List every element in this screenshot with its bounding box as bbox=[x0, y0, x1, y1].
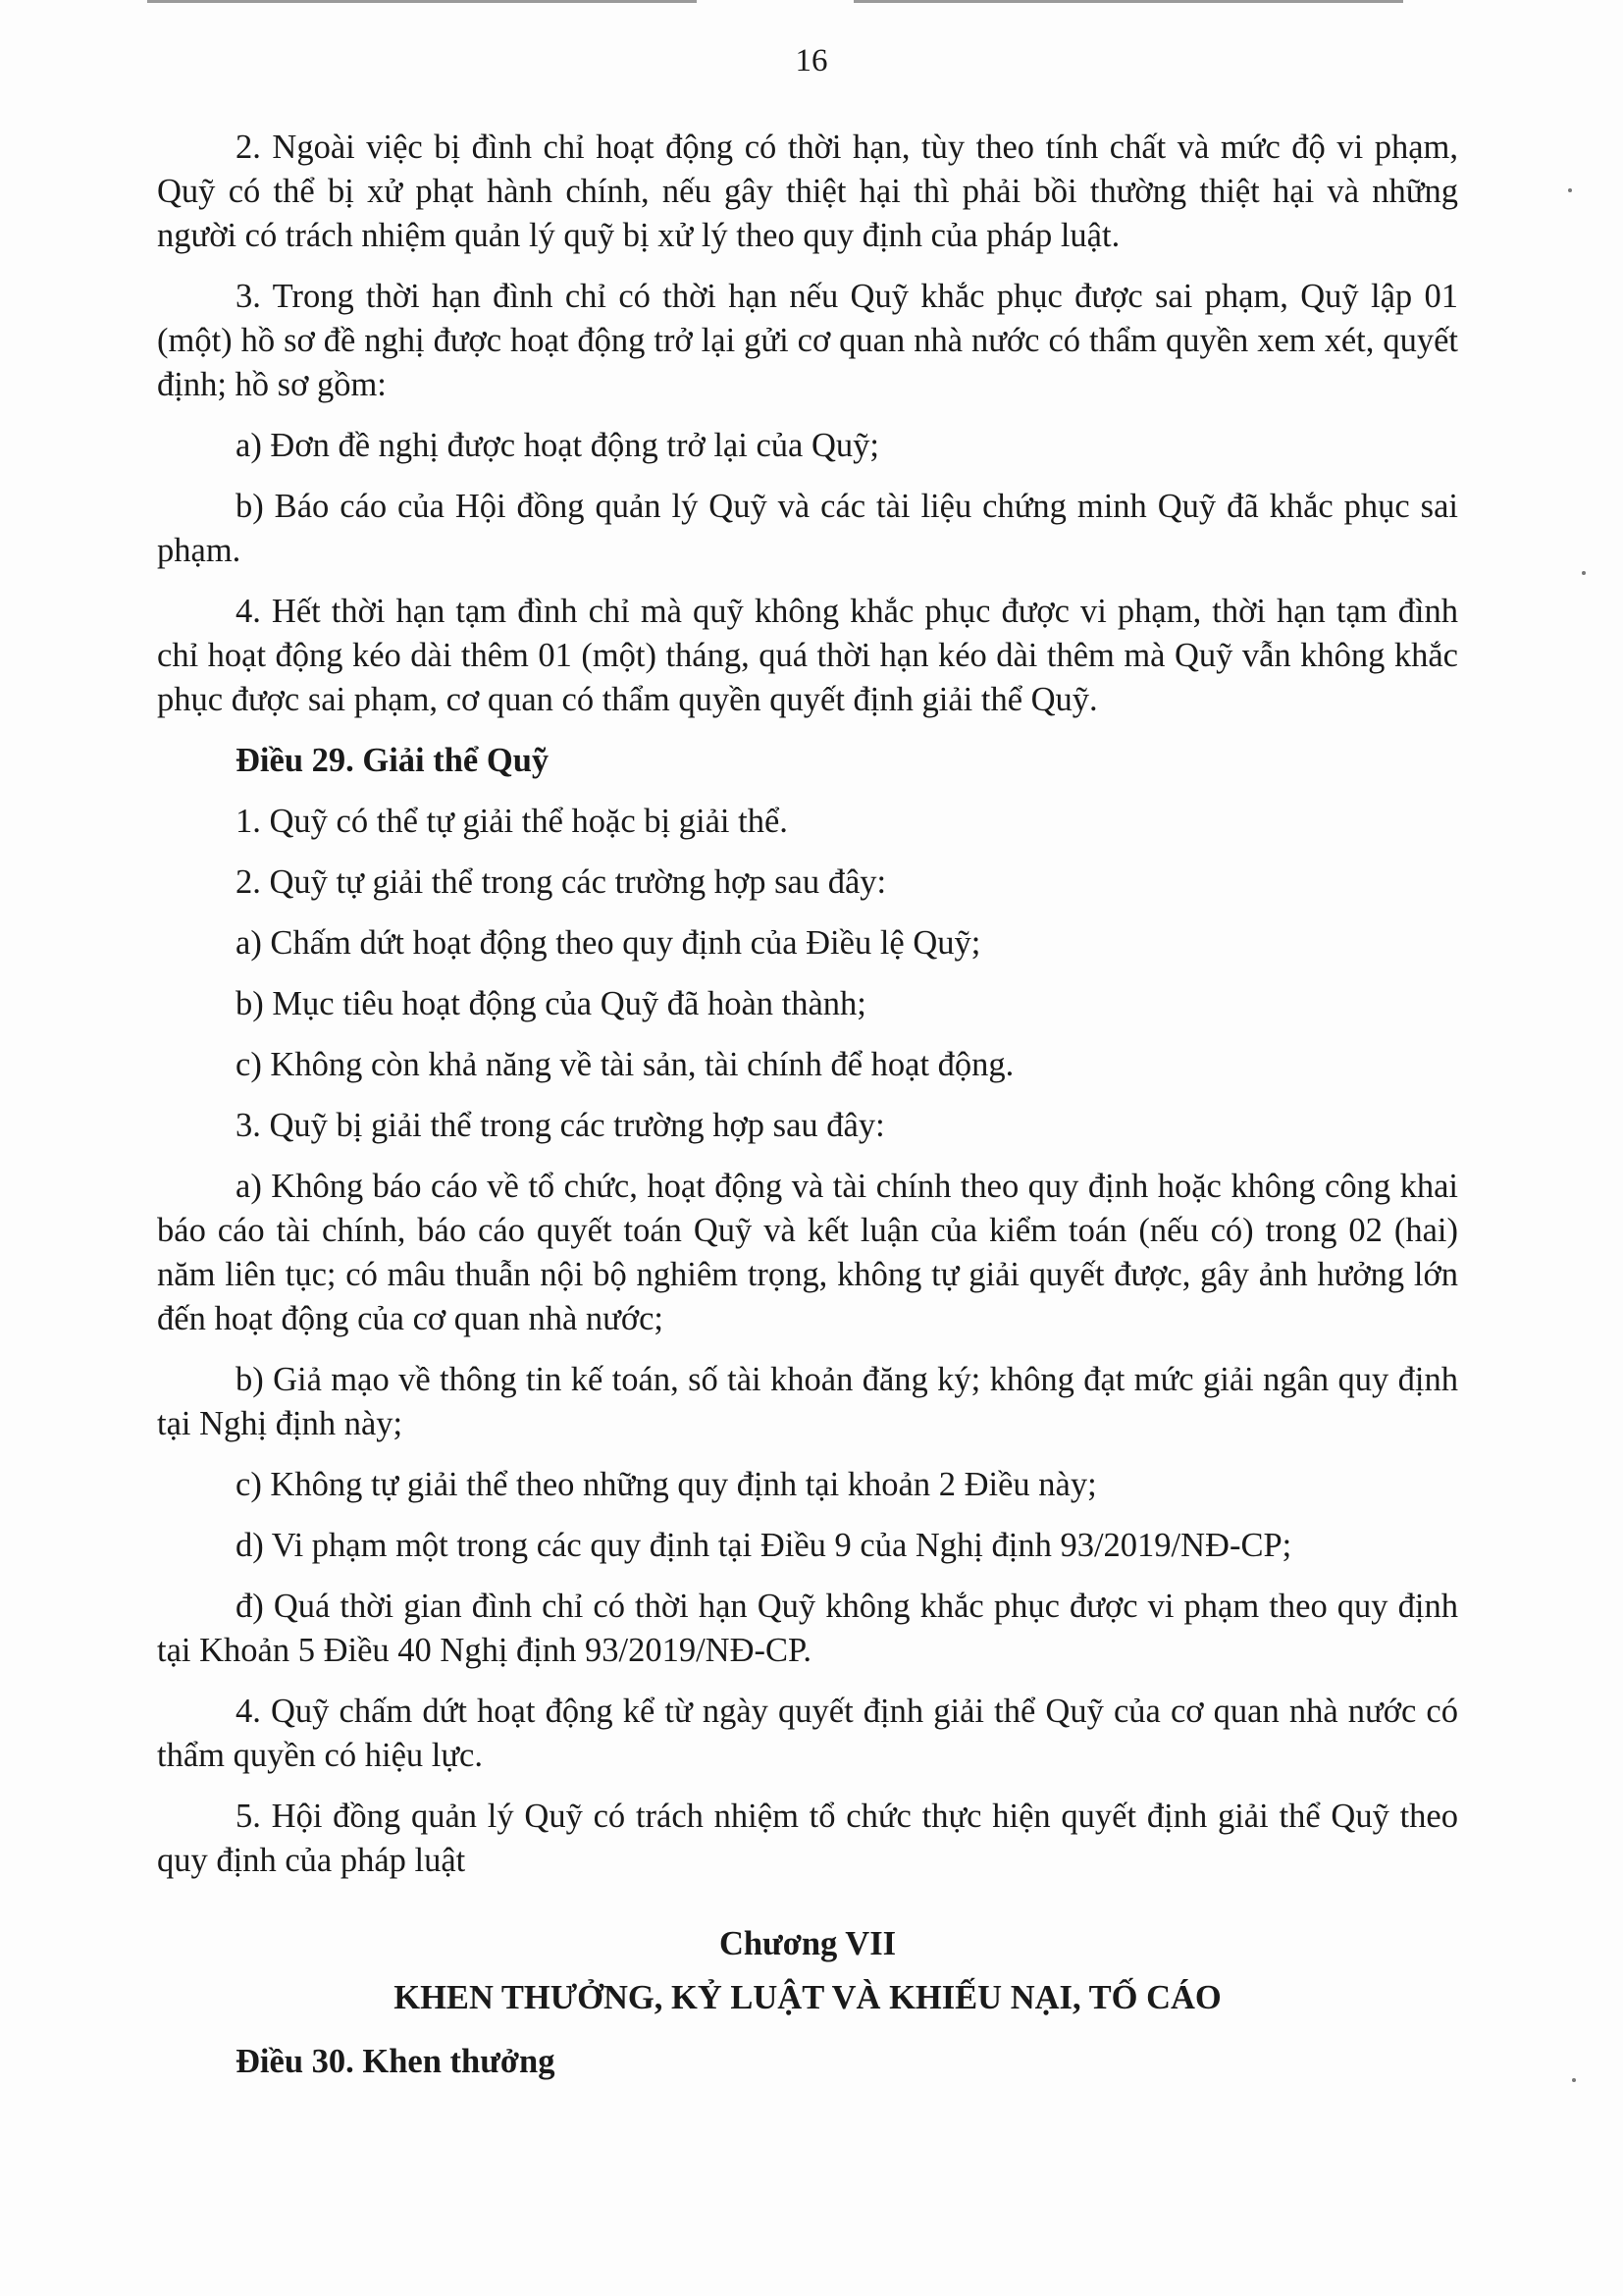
chapter-number: Chương VII bbox=[718, 1925, 897, 1962]
paragraph: 2. Ngoài việc bị đình chỉ hoạt động có thời hạn, tùy theo tính chất và mức độ vi phạm, Quỹ có thể bị xử phạt hành chính, nếu gây thiệt hại thì phải bồi thường thiệt hại và những người có trách nhiệm quản lý quỹ bị xử lý theo quy định của pháp luật. bbox=[157, 129, 1458, 254]
paragraph: a) Không báo cáo về tổ chức, hoạt động và tài chính theo quy định hoặc không công khai báo cáo tài chính, báo cáo quyết toán Quỹ và kết luận của kiểm toán (nếu có) trong 02 (hai) năm liên tục; có mâu thuẫn nội bộ nghiêm trọng, không tự giải quyết được, gây ảnh hưởng lớn đến hoạt động của cơ quan nhà nước; bbox=[157, 1168, 1458, 1337]
paragraph: 3. Trong thời hạn đình chỉ có thời hạn nếu Quỹ khắc phục được sai phạm, Quỹ lập 01 (một) hồ sơ đề nghị được hoạt động trở lại gửi cơ quan nhà nước có thẩm quyền xem xét, quyết định; hồ sơ gồm: bbox=[157, 278, 1458, 403]
scan-speck bbox=[1582, 571, 1586, 575]
scan-speck bbox=[1572, 2078, 1576, 2082]
paragraph: 1. Quỹ có thể tự giải thể hoặc bị giải thể. bbox=[236, 803, 788, 840]
scan-speck bbox=[1568, 188, 1572, 192]
scan-edge-line-left bbox=[147, 0, 697, 3]
paragraph: b) Mục tiêu hoạt động của Quỹ đã hoàn thành; bbox=[236, 985, 866, 1022]
paragraph: d) Vi phạm một trong các quy định tại Điều 9 của Nghị định 93/2019/NĐ-CP; bbox=[236, 1527, 1292, 1564]
article-heading-30: Điều 30. Khen thưởng bbox=[236, 2043, 555, 2080]
scan-edge-line-right bbox=[854, 0, 1403, 3]
paragraph: 3. Quỹ bị giải thể trong các trường hợp sau đây: bbox=[236, 1107, 885, 1144]
paragraph: đ) Quá thời gian đình chỉ có thời hạn Quỹ không khắc phục được vi phạm theo quy định tại Khoản 5 Điều 40 Nghị định 93/2019/NĐ-CP. bbox=[157, 1588, 1458, 1669]
paragraph: 2. Quỹ tự giải thể trong các trường hợp sau đây: bbox=[236, 863, 887, 901]
paragraph: 4. Hết thời hạn tạm đình chỉ mà quỹ không khắc phục được vi phạm, thời hạn tạm đình chỉ hoạt động kéo dài thêm 01 (một) tháng, quá thời hạn kéo dài thêm mà Quỹ vẫn không khắc phục được sai phạm, cơ quan có thẩm quyền quyết định giải thể Quỹ. bbox=[157, 593, 1458, 718]
paragraph: b) Giả mạo về thông tin kế toán, số tài khoản đăng ký; không đạt mức giải ngân quy định tại Nghị định này; bbox=[157, 1361, 1458, 1442]
paragraph: a) Đơn đề nghị được hoạt động trở lại của Quỹ; bbox=[236, 427, 879, 464]
chapter-title: KHEN THƯỞNG, KỶ LUẬT VÀ KHIẾU NẠI, TỐ CÁO bbox=[393, 1979, 1222, 2016]
paragraph: c) Không còn khả năng về tài sản, tài chính để hoạt động. bbox=[236, 1046, 1015, 1083]
paragraph: a) Chấm dứt hoạt động theo quy định của Điều lệ Quỹ; bbox=[236, 924, 981, 962]
page-number: 16 bbox=[795, 43, 828, 78]
paragraph: b) Báo cáo của Hội đồng quản lý Quỹ và các tài liệu chứng minh Quỹ đã khắc phục sai phạm. bbox=[157, 488, 1458, 569]
paragraph: 4. Quỹ chấm dứt hoạt động kể từ ngày quyết định giải thể Quỹ của cơ quan nhà nước có thẩm quyền có hiệu lực. bbox=[157, 1693, 1458, 1774]
article-heading-29: Điều 29. Giải thể Quỹ bbox=[236, 742, 550, 779]
document-body bbox=[157, 126, 1458, 2101]
paragraph: 5. Hội đồng quản lý Quỹ có trách nhiệm tổ chức thực hiện quyết định giải thể Quỹ theo quy định của pháp luật bbox=[157, 1798, 1458, 1879]
paragraph: c) Không tự giải thể theo những quy định tại khoản 2 Điều này; bbox=[236, 1466, 1097, 1503]
